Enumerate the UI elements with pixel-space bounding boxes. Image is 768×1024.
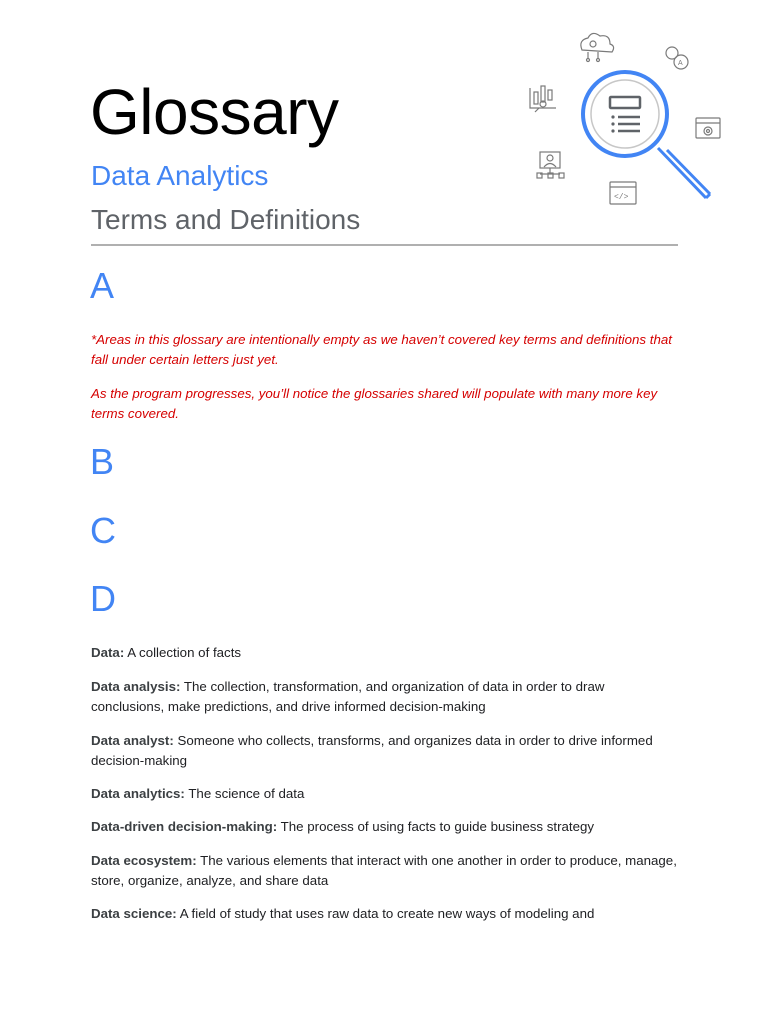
magnifier-icon	[583, 72, 710, 198]
cloud-settings-icon	[581, 33, 614, 61]
glossary-term: Data-driven decision-making:	[91, 819, 278, 834]
glossary-term: Data:	[91, 645, 125, 660]
code-window-icon	[610, 182, 636, 204]
glossary-term: Data analyst:	[91, 733, 174, 748]
glossary-term: Data analysis:	[91, 679, 181, 694]
glossary-note: As the program progresses, you’ll notice the glossaries shared will populate with many more key terms covered.	[91, 386, 658, 421]
glossary-entry	[91, 677, 681, 717]
glossary-definition: The collection, transformation, and organization of data in order to draw conclusions, make predictions, and drive informed decision-making	[91, 679, 605, 714]
glossary-definition: Someone who collects, transforms, and organizes data in order to drive informed decision-making	[91, 733, 653, 768]
chat-qa-icon	[666, 47, 688, 69]
chart-icon	[530, 86, 556, 112]
glossary-entry	[91, 643, 681, 663]
svg-text:</>: </>	[614, 193, 629, 202]
glossary-entry	[91, 817, 681, 837]
section-letter-d: D	[90, 578, 116, 619]
section-letter-a: A	[90, 265, 115, 306]
glossary-definition: The various elements that interact with one another in order to produce, manage, store, organize, analyze, and share data	[91, 853, 677, 888]
glossary-entry	[91, 731, 681, 771]
user-network-icon	[537, 152, 564, 178]
glossary-definition: A field of study that uses raw data to create new ways of modeling and	[176, 906, 595, 921]
glossary-definition: A collection of facts	[124, 645, 242, 660]
glossary-entry	[91, 851, 681, 891]
settings-window-icon	[696, 118, 720, 138]
glossary-entry	[91, 784, 681, 804]
glossary-note: *Areas in this glossary are intentionally empty as we haven’t covered key terms and definitions that fall under certain letters just yet.	[91, 332, 672, 367]
glossary-term: Data ecosystem:	[91, 853, 197, 868]
document-subtitle: Terms and Definitions	[91, 204, 361, 235]
section-letter-c: C	[90, 510, 116, 551]
glossary-term: Data science:	[91, 906, 177, 921]
glossary-definition: The process of using facts to guide business strategy	[277, 819, 595, 834]
glossary-entry	[91, 904, 681, 924]
course-title: Data Analytics	[91, 160, 269, 191]
page-title: Glossary	[90, 76, 339, 148]
glossary-term: Data analytics:	[91, 786, 185, 801]
svg-text:A: A	[678, 60, 683, 67]
glossary-definition: The science of data	[184, 786, 305, 801]
section-letter-b: B	[90, 441, 115, 482]
header-illustration	[522, 26, 736, 210]
header-divider	[91, 244, 678, 246]
